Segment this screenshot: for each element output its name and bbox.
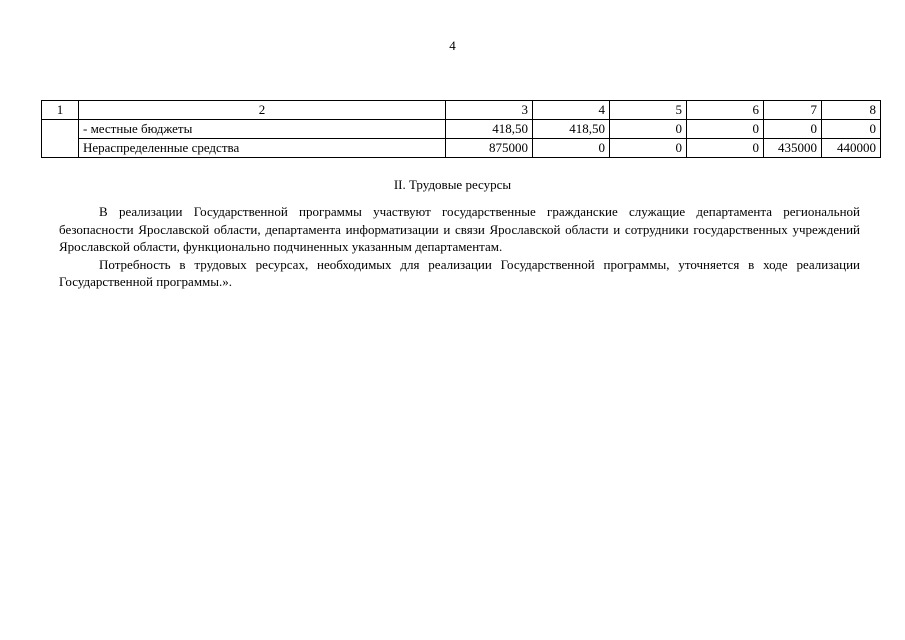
body-text [59, 203, 860, 291]
section-title: II. Трудовые ресурсы [393, 177, 512, 192]
header-cell: 4 [533, 101, 610, 120]
paragraph: В реализации Государственной программы участвуют государственные гражданские служащие департамента региональной безопасности Ярославской области, департамента информатизации и связи Ярославской области и сотрудники государственных учреждений Ярославской области, функционально подчиненных указанным департаментам. [59, 204, 860, 255]
header-cell: 6 [687, 101, 764, 120]
table-cell: 418,50 [533, 120, 610, 139]
table-cell [42, 120, 79, 158]
table-row [42, 120, 881, 139]
table-cell: 875000 [446, 139, 533, 158]
paragraph: Потребность в трудовых ресурсах, необходимых для реализации Государственной программы, уточняется в ходе реализации Государственной программы.». [59, 256, 860, 290]
page-number: 4 [449, 38, 456, 53]
table-cell: 418,50 [446, 120, 533, 139]
header-cell: 3 [446, 101, 533, 120]
header-cell: 1 [42, 101, 79, 120]
header-cell: 2 [79, 101, 446, 120]
table-cell: 0 [764, 120, 822, 139]
table-cell: - местные бюджеты [79, 120, 446, 139]
header-cell: 7 [764, 101, 822, 120]
header-cell: 8 [822, 101, 881, 120]
header-cell: 5 [610, 101, 687, 120]
table-cell: 0 [687, 139, 764, 158]
table-cell: 0 [610, 139, 687, 158]
table-cell: 435000 [764, 139, 822, 158]
table-cell: 0 [687, 120, 764, 139]
table-cell: 0 [610, 120, 687, 139]
budget-table [41, 100, 881, 158]
table-cell: 440000 [822, 139, 881, 158]
table-cell: Нераспределенные средства [79, 139, 446, 158]
table-header-row [42, 101, 881, 120]
table-cell: 0 [822, 120, 881, 139]
table-row [42, 139, 881, 158]
table-cell: 0 [533, 139, 610, 158]
